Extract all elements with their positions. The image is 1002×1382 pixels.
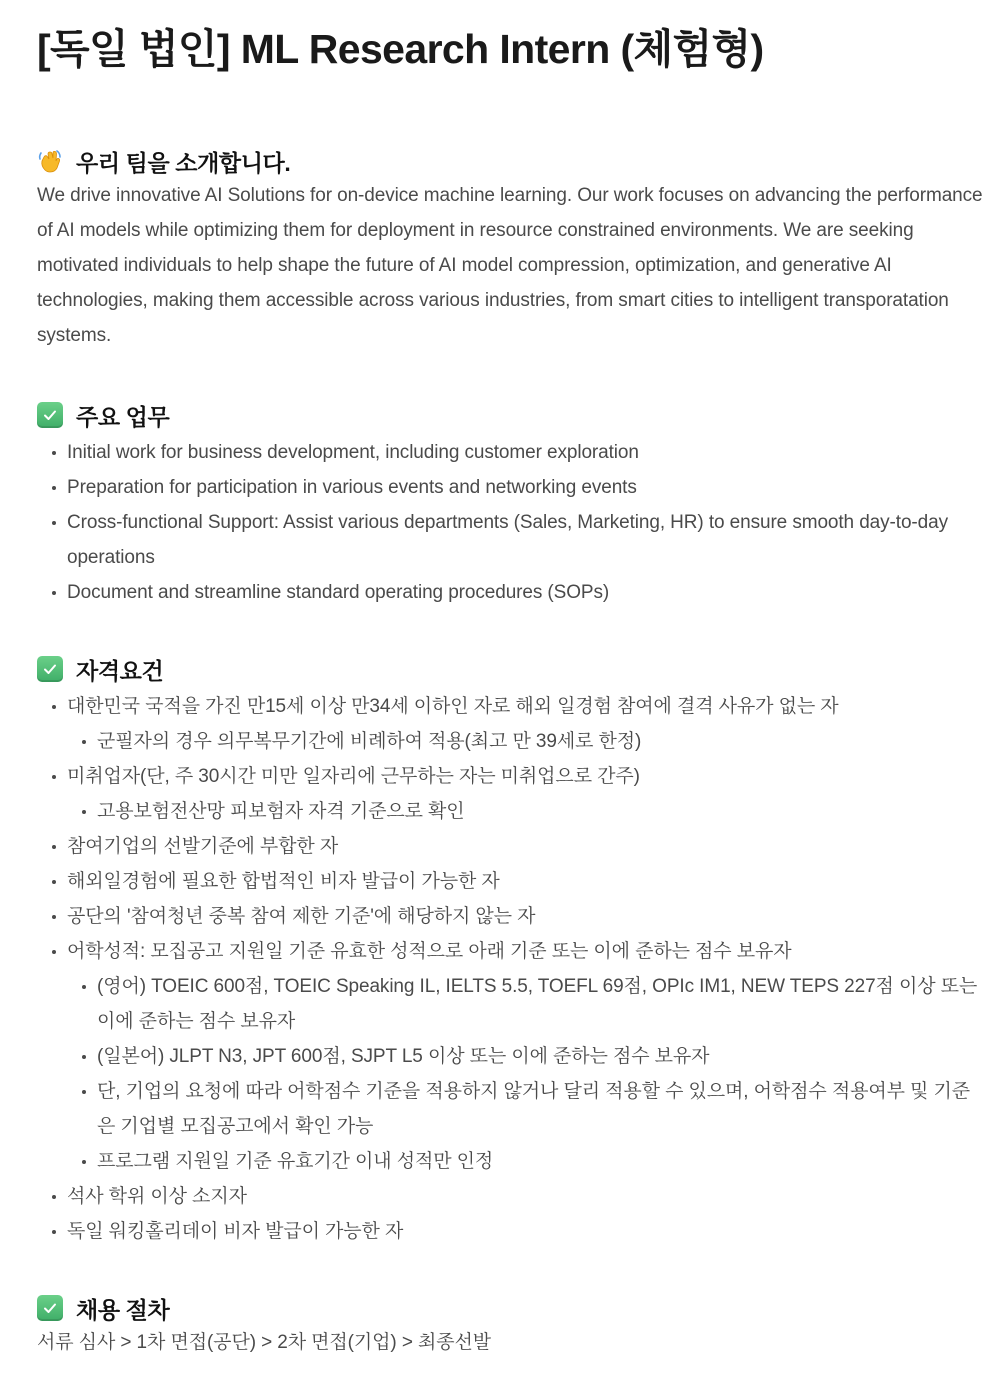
sub-list-item: (일본어) JLPT N3, JPT 600점, SJPT L5 이상 또는 이에 준하는 점수 보유자: [37, 1039, 982, 1074]
section-heading: [37, 146, 987, 176]
list-item-text: 대한민국 국적을 가진 만15세 이상 만34세 이하인 자로 해외 일경험 참여에 결격 사유가 없는 자: [67, 696, 839, 717]
list-item: [37, 759, 982, 829]
sub-list-item: 군필자의 경우 의무복무기간에 비례하여 적용(최고 만 39세로 한정): [37, 724, 982, 759]
list-item-text: 미취업자(단, 주 30시간 미만 일자리에 근무하는 자는 미취업으로 간주): [67, 766, 640, 787]
list-item: 석사 학위 이상 소지자: [37, 1179, 982, 1214]
list-item: Preparation for participation in various events and networking events: [37, 470, 982, 505]
list-item: 독일 워킹홀리데이 비자 발급이 가능한 자: [37, 1214, 982, 1249]
sub-list-item: 고용보험전산망 피보험자 자격 기준으로 확인: [37, 794, 982, 829]
sub-list-item: 프로그램 지원일 기준 유효기간 이내 성적만 인정: [37, 1144, 982, 1179]
main-duties-section: [37, 400, 982, 610]
section-heading: [37, 400, 982, 430]
sub-list: [37, 724, 982, 759]
section-heading-text: 자격요건: [76, 657, 164, 684]
hiring-process-steps: 서류 심사 > 1차 면접(공단) > 2차 면접(기업) > 최종선발: [37, 1332, 492, 1353]
check-mark-button-icon: [37, 402, 63, 428]
list-item: 참여기업의 선발기준에 부합한 자: [37, 829, 982, 864]
section-heading-text: 우리 팀을 소개합니다.: [76, 149, 291, 176]
sub-list-item: 단, 기업의 요청에 따라 어학점수 기준을 적용하지 않거나 달리 적용할 수 있으며, 어학점수 적용여부 및 기준은 기업별 모집공고에서 확인 가능: [37, 1074, 982, 1144]
list-item: [37, 934, 982, 1179]
list-item: Initial work for business development, including customer exploration: [37, 435, 982, 470]
team-intro-paragraph: We drive innovative AI Solutions for on-device machine learning. Our work focuses on advancing the performance of AI models while optimizing them for deployment in resource constrained environments. We are seeking motivated individuals to help shape the future of AI model compression, optimization, and generative AI technologies, making them accessible across various industries, from smart cities to intelligent transporatation systems.: [37, 185, 983, 346]
check-mark-button-icon: [37, 656, 63, 682]
section-heading-text: 채용 절차: [76, 1296, 170, 1323]
check-mark-button-icon: [37, 1295, 63, 1321]
list-item: 해외일경험에 필요한 합법적인 비자 발급이 가능한 자: [37, 864, 982, 899]
section-heading-text: 주요 업무: [76, 403, 170, 430]
section-heading: [37, 654, 982, 684]
qualifications-section: [37, 654, 982, 1249]
list-item: 공단의 '참여청년 중복 참여 제한 기준'에 해당하지 않는 자: [37, 899, 982, 934]
page-title: [독일 법인] ML Research Intern (체험형): [37, 26, 764, 72]
qualifications-list: [37, 689, 982, 1249]
team-intro-section: [37, 146, 987, 353]
hiring-process-section: [37, 1293, 982, 1360]
list-item: Document and streamline standard operating procedures (SOPs): [37, 575, 982, 610]
sub-list: [37, 794, 982, 829]
list-item: Cross-functional Support: Assist various departments (Sales, Marketing, HR) to ensure smooth day-to-day operations: [37, 505, 982, 575]
duties-list: [37, 435, 982, 610]
sub-list-item: (영어) TOEIC 600점, TOEIC Speaking IL, IELTS 5.5, TOEFL 69점, OPIc IM1, NEW TEPS 227점 이상 또는 이에 준하는 점수 보유자: [37, 969, 982, 1039]
section-heading: [37, 1293, 982, 1323]
sub-list: [37, 969, 982, 1179]
list-item: [37, 689, 982, 759]
list-item-text: 어학성적: 모집공고 지원일 기준 유효한 성적으로 아래 기준 또는 이에 준하는 점수 보유자: [67, 941, 792, 962]
waving-hand-icon: [37, 148, 63, 174]
